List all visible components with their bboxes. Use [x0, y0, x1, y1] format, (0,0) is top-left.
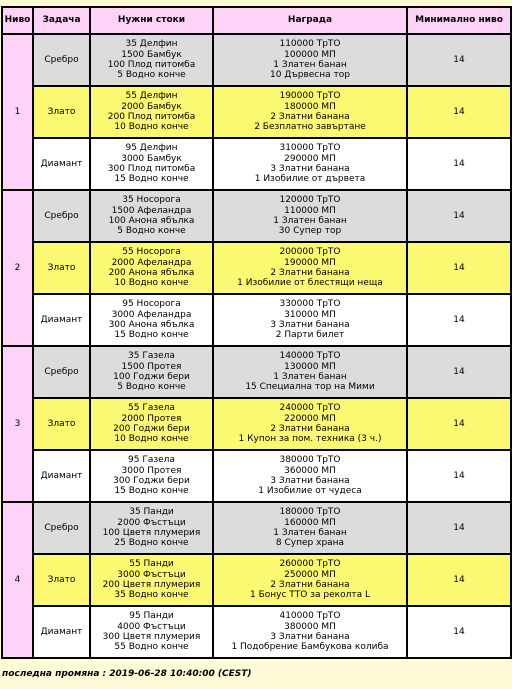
reward-line: 1 Подобрение Бамбукова колиба: [231, 642, 389, 653]
min-level-cell: 14: [407, 398, 511, 450]
table-row: [2, 190, 511, 242]
needed-goods-line: 100 Плод питомба: [107, 60, 196, 70]
reward-line: 200000 ТрТО: [279, 247, 341, 258]
reward-cell: [213, 606, 407, 658]
header-row: [2, 7, 511, 34]
needed-goods-line: 35 Носорога: [122, 195, 181, 206]
table-row: [2, 398, 511, 450]
needed-goods-line: 200 Плод питомба: [107, 112, 196, 122]
table-row: [2, 294, 511, 346]
needed-goods-line: 2000 Бамбук: [121, 101, 182, 112]
reward-line: 15 Специална тор на Мими: [245, 382, 375, 393]
reward-cell: [213, 346, 407, 398]
task-cell: Диамант: [33, 138, 90, 190]
needed-goods-line: 10 Водно конче: [114, 278, 189, 289]
needed-goods-line: 3000 Протея: [121, 465, 182, 476]
reward-line: 1 Златен банан: [273, 372, 347, 382]
needed-goods-line: 2000 Фъстъци: [117, 517, 186, 528]
reward-line: 180000 МП: [284, 101, 336, 112]
table-row: [2, 34, 511, 86]
needed-goods-line: 100 Анона ябълка: [108, 216, 195, 226]
needed-goods-line: 15 Водно конче: [114, 486, 189, 497]
needed-goods-line: 55 Носорога: [122, 247, 181, 258]
reward-line: 1 Купон за пом. техника (3 ч.): [238, 434, 382, 445]
reward-cell: [213, 450, 407, 502]
task-cell: Диамант: [33, 294, 90, 346]
needed-goods-line: 55 Панди: [129, 559, 174, 570]
needed-goods-line: 100 Годжи бери: [113, 372, 190, 382]
needed-goods-line: 200 Анона ябълка: [108, 268, 195, 278]
reward-cell: [213, 34, 407, 86]
task-cell: Злато: [33, 242, 90, 294]
needed-goods-cell: [90, 138, 213, 190]
header-min-level: Минимално ниво: [407, 7, 511, 34]
needed-goods-line: 1500 Бамбук: [121, 49, 182, 60]
needed-goods-line: 2000 Протея: [121, 413, 182, 424]
needed-goods-line: 15 Водно конче: [114, 330, 189, 341]
reward-line: 2 Парти билет: [275, 330, 345, 341]
needed-goods-cell: [90, 502, 213, 554]
reward-line: 190000 ТрТО: [279, 91, 341, 102]
needed-goods-line: 3000 Бамбук: [121, 153, 182, 164]
needed-goods-cell: [90, 294, 213, 346]
needed-goods-line: 55 Водно конче: [114, 642, 189, 653]
reward-line: 180000 ТрТО: [279, 507, 341, 518]
needed-goods-line: 35 Газела: [128, 351, 175, 362]
needed-goods-cell: [90, 346, 213, 398]
last-modified-text: последна промяна : 2019-06-28 10:40:00 (CEST): [2, 669, 252, 679]
reward-line: 140000 ТрТО: [279, 351, 341, 362]
reward-line: 1 Изобилие от чудеса: [258, 486, 362, 497]
reward-line: 2 Златни банана: [270, 268, 350, 278]
reward-line: 250000 МП: [284, 569, 336, 580]
needed-goods-line: 200 Цветя плумерия: [102, 580, 201, 590]
reward-line: 3 Златни банана: [270, 164, 350, 174]
needed-goods-line: 55 Газела: [128, 403, 175, 414]
table-row: [2, 242, 511, 294]
reward-line: 410000 ТрТО: [279, 611, 341, 622]
table-row: [2, 138, 511, 190]
needed-goods-line: 55 Делфин: [125, 91, 178, 102]
reward-line: 1 Златен банан: [273, 528, 347, 538]
needed-goods-cell: [90, 242, 213, 294]
task-cell: Сребро: [33, 190, 90, 242]
table-row: [2, 346, 511, 398]
needed-goods-line: 35 Водно конче: [114, 590, 189, 601]
reward-line: 1 Златен банан: [273, 60, 347, 70]
reward-line: 1 Бонус ТТО за реколта L: [250, 590, 370, 601]
needed-goods-line: 300 Цветя плумерия: [102, 632, 201, 642]
reward-line: 1 Изобилие от блестящи неща: [237, 278, 383, 289]
reward-line: 360000 МП: [284, 465, 336, 476]
needed-goods-line: 1500 Протея: [121, 361, 182, 372]
min-level-cell: 14: [407, 34, 511, 86]
needed-goods-line: 200 Годжи бери: [113, 424, 190, 434]
level-cell: 4: [2, 502, 33, 658]
table-row: [2, 450, 511, 502]
reward-line: 110000 МП: [284, 205, 336, 216]
min-level-cell: 14: [407, 606, 511, 658]
reward-line: 130000 МП: [284, 361, 336, 372]
min-level-cell: 14: [407, 138, 511, 190]
needed-goods-cell: [90, 606, 213, 658]
task-cell: Диамант: [33, 606, 90, 658]
reward-cell: [213, 190, 407, 242]
reward-line: 2 Златни банана: [270, 112, 350, 122]
reward-line: 310000 МП: [284, 309, 336, 320]
reward-line: 220000 МП: [284, 413, 336, 424]
needed-goods-line: 95 Носорога: [122, 299, 181, 310]
task-cell: Злато: [33, 554, 90, 606]
reward-cell: [213, 138, 407, 190]
reward-line: 160000 МП: [284, 517, 336, 528]
min-level-cell: 14: [407, 450, 511, 502]
reward-line: 3 Златни банана: [270, 320, 350, 330]
reward-line: 1 Изобилие от дървета: [254, 174, 366, 185]
needed-goods-line: 5 Водно конче: [117, 70, 186, 81]
reward-line: 8 Супер храна: [275, 538, 345, 549]
reward-line: 3 Златни банана: [270, 476, 350, 486]
needed-goods-cell: [90, 34, 213, 86]
needed-goods-line: 15 Водно конче: [114, 174, 189, 185]
level-cell: 3: [2, 346, 33, 502]
header-reward: Награда: [213, 7, 407, 34]
reward-line: 380000 ТрТО: [279, 455, 341, 466]
min-level-cell: 14: [407, 242, 511, 294]
reward-cell: [213, 86, 407, 138]
needed-goods-line: 10 Водно конче: [114, 122, 189, 133]
task-cell: Злато: [33, 86, 90, 138]
reward-line: 10 Дървесна тор: [270, 70, 350, 81]
needed-goods-line: 1500 Афеландра: [111, 205, 192, 216]
reward-line: 330000 ТрТО: [279, 299, 341, 310]
needed-goods-cell: [90, 554, 213, 606]
needed-goods-line: 300 Плод питомба: [107, 164, 196, 174]
reward-line: 120000 ТрТО: [279, 195, 341, 206]
needed-goods-line: 35 Делфин: [125, 39, 178, 50]
needed-goods-line: 3000 Афеландра: [111, 309, 192, 320]
needed-goods-line: 100 Цветя плумерия: [102, 528, 201, 538]
needed-goods-line: 95 Газела: [128, 455, 175, 466]
reward-cell: [213, 554, 407, 606]
events-table: [1, 6, 512, 659]
min-level-cell: 14: [407, 502, 511, 554]
min-level-cell: 14: [407, 294, 511, 346]
min-level-cell: 14: [407, 554, 511, 606]
table-row: [2, 502, 511, 554]
needed-goods-line: 25 Водно конче: [114, 538, 189, 549]
reward-line: 2 Златни банана: [270, 580, 350, 590]
task-cell: Сребро: [33, 346, 90, 398]
table-row: [2, 86, 511, 138]
task-cell: Сребро: [33, 34, 90, 86]
needed-goods-line: 300 Годжи бери: [113, 476, 190, 486]
header-needed-goods: Нужни стоки: [90, 7, 213, 34]
task-cell: Диамант: [33, 450, 90, 502]
reward-line: 190000 МП: [284, 257, 336, 268]
needed-goods-line: 10 Водно конче: [114, 434, 189, 445]
reward-line: 240000 ТрТО: [279, 403, 341, 414]
needed-goods-line: 95 Панди: [129, 611, 174, 622]
table-row: [2, 606, 511, 658]
table-row: [2, 554, 511, 606]
reward-cell: [213, 398, 407, 450]
reward-cell: [213, 242, 407, 294]
reward-line: 290000 МП: [284, 153, 336, 164]
needed-goods-cell: [90, 398, 213, 450]
needed-goods-line: 2000 Афеландра: [111, 257, 192, 268]
reward-cell: [213, 294, 407, 346]
min-level-cell: 14: [407, 86, 511, 138]
needed-goods-line: 4000 Фъстъци: [117, 621, 186, 632]
reward-line: 310000 ТрТО: [279, 143, 341, 154]
min-level-cell: 14: [407, 190, 511, 242]
header-level: Ниво: [2, 7, 33, 34]
reward-line: 2 Златни банана: [270, 424, 350, 434]
reward-line: 100000 МП: [284, 49, 336, 60]
needed-goods-line: 5 Водно конче: [117, 226, 186, 237]
needed-goods-line: 5 Водно конче: [117, 382, 186, 393]
min-level-cell: 14: [407, 346, 511, 398]
reward-line: 110000 ТрТО: [279, 39, 341, 50]
needed-goods-line: 3000 Фъстъци: [117, 569, 186, 580]
reward-line: 380000 МП: [284, 621, 336, 632]
level-cell: 2: [2, 190, 33, 346]
reward-line: 2 Безплатно завъртане: [254, 122, 366, 133]
needed-goods-cell: [90, 86, 213, 138]
reward-cell: [213, 502, 407, 554]
task-cell: Злато: [33, 398, 90, 450]
reward-line: 30 Супер тор: [278, 226, 342, 237]
reward-line: 260000 ТрТО: [279, 559, 341, 570]
level-cell: 1: [2, 34, 33, 190]
header-task: Задача: [33, 7, 90, 34]
needed-goods-line: 95 Делфин: [125, 143, 178, 154]
needed-goods-line: 35 Панди: [129, 507, 174, 518]
reward-line: 3 Златни банана: [270, 632, 350, 642]
task-cell: Сребро: [33, 502, 90, 554]
needed-goods-line: 300 Анона ябълка: [108, 320, 195, 330]
reward-line: 1 Златен банан: [273, 216, 347, 226]
needed-goods-cell: [90, 190, 213, 242]
needed-goods-cell: [90, 450, 213, 502]
